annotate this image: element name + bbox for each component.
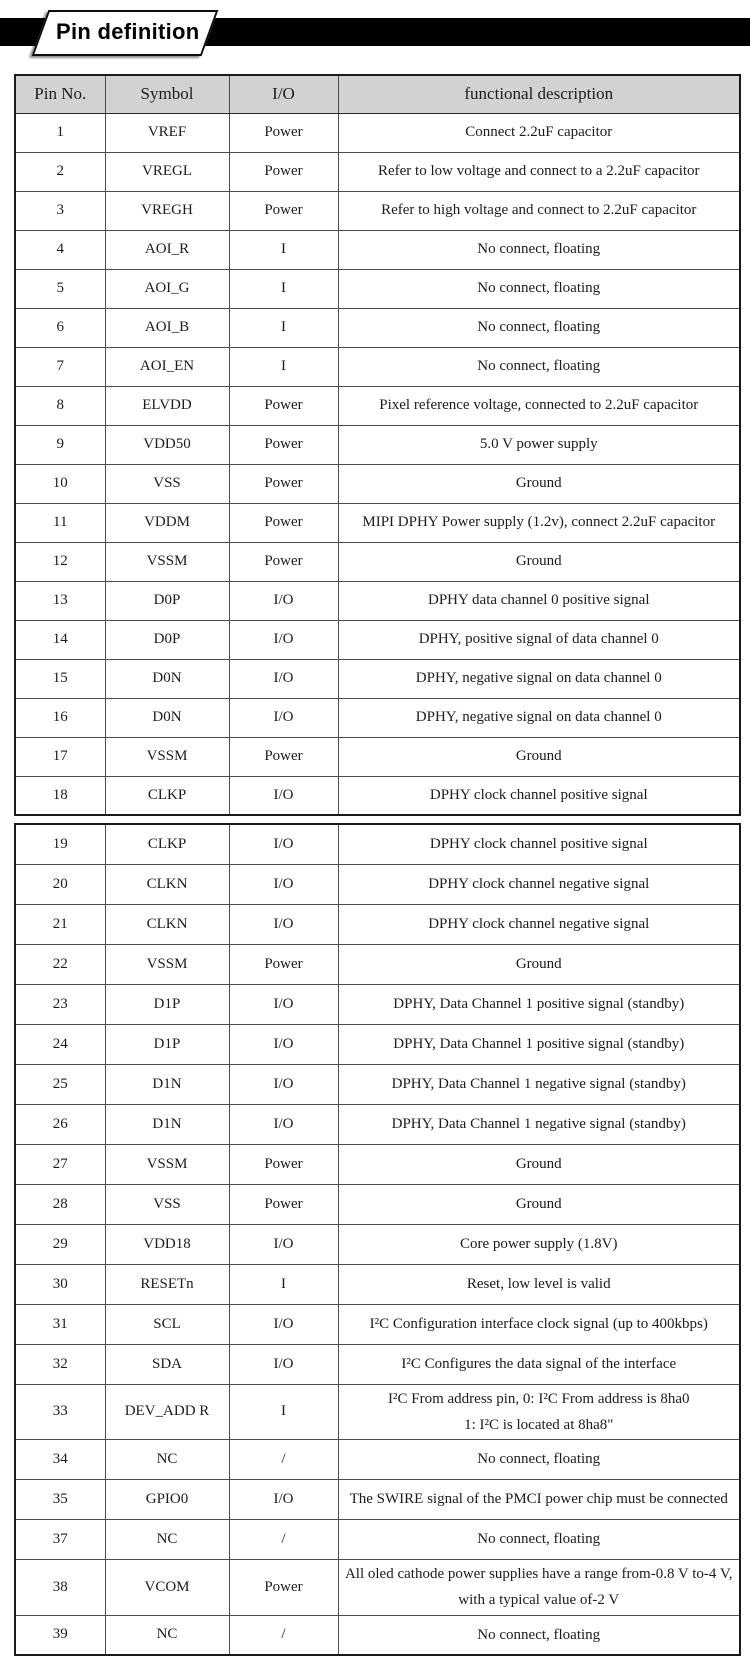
pin-cell: 6 <box>15 308 105 347</box>
symbol-cell: RESETn <box>105 1264 229 1304</box>
table-row <box>15 581 740 620</box>
table-row <box>15 1264 740 1304</box>
io-cell: I/O <box>229 864 338 904</box>
pin-cell: 22 <box>15 944 105 984</box>
io-cell: / <box>229 1615 338 1655</box>
pin-cell: 3 <box>15 191 105 230</box>
pin-cell: 17 <box>15 737 105 776</box>
desc-cell <box>338 1384 740 1440</box>
symbol-cell: ELVDD <box>105 386 229 425</box>
description-line: Refer to low voltage and connect to a 2.2uF capacitor <box>377 163 700 180</box>
desc-cell <box>338 113 740 152</box>
symbol-cell: D1P <box>105 1024 229 1064</box>
description-line: DPHY, positive signal of data channel 0 <box>418 631 659 648</box>
desc-cell <box>338 737 740 776</box>
description-line: DPHY data channel 0 positive signal <box>428 592 650 609</box>
desc-cell <box>338 824 740 864</box>
desc-cell <box>338 191 740 230</box>
symbol-cell: AOI_EN <box>105 347 229 386</box>
symbol-cell: D1P <box>105 984 229 1024</box>
symbol-cell: SCL <box>105 1304 229 1344</box>
desc-cell <box>338 776 740 815</box>
symbol-cell: VSSM <box>105 542 229 581</box>
io-cell: I/O <box>229 1024 338 1064</box>
desc-cell <box>338 620 740 659</box>
symbol-cell: GPIO0 <box>105 1480 229 1520</box>
description-line: MIPI DPHY Power supply (1.2v), connect 2.2uF capacitor <box>362 514 716 531</box>
description-line: Pixel reference voltage, connected to 2.2uF capacitor <box>379 397 699 414</box>
description-line: Refer to high voltage and connect to 2.2uF capacitor <box>381 202 697 219</box>
desc-cell <box>338 1144 740 1184</box>
description-line: DPHY, Data Channel 1 positive signal (standby) <box>393 1035 685 1052</box>
table-row <box>15 698 740 737</box>
desc-cell <box>338 1024 740 1064</box>
symbol-cell: VDD18 <box>105 1224 229 1264</box>
io-cell: I <box>229 347 338 386</box>
header-symbol: Symbol <box>105 75 229 113</box>
symbol-cell: D0N <box>105 698 229 737</box>
symbol-cell: NC <box>105 1440 229 1480</box>
table-row <box>15 1144 740 1184</box>
io-cell: I/O <box>229 776 338 815</box>
pin-cell: 7 <box>15 347 105 386</box>
io-cell: I <box>229 230 338 269</box>
desc-cell <box>338 581 740 620</box>
desc-cell <box>338 698 740 737</box>
description-line: DPHY, Data Channel 1 positive signal (standby) <box>393 995 685 1012</box>
desc-cell <box>338 1104 740 1144</box>
pin-cell: 32 <box>15 1344 105 1384</box>
pin-cell: 29 <box>15 1224 105 1264</box>
section-title: Pin definition <box>56 19 200 44</box>
pin-table-segment-1 <box>14 74 741 816</box>
description-line: No connect, floating <box>477 241 601 258</box>
desc-cell <box>338 386 740 425</box>
description-line: Core power supply (1.8V) <box>460 1235 618 1252</box>
description-line: No connect, floating <box>477 280 601 297</box>
desc-cell <box>338 984 740 1024</box>
symbol-cell: NC <box>105 1520 229 1560</box>
description-line: DPHY clock channel positive signal <box>429 836 648 853</box>
io-cell: I/O <box>229 659 338 698</box>
table-row <box>15 864 740 904</box>
table-row <box>15 1384 740 1440</box>
description-line: DPHY clock channel negative signal <box>428 915 650 932</box>
symbol-cell: VDD50 <box>105 425 229 464</box>
description-line: Ground <box>515 553 562 570</box>
symbol-cell: VDDM <box>105 503 229 542</box>
io-cell: Power <box>229 191 338 230</box>
symbol-cell: DEV_ADD R <box>105 1384 229 1440</box>
description-line: All oled cathode power supplies have a range from-0.8 V to-4 V, <box>344 1566 733 1582</box>
pin-cell: 19 <box>15 824 105 864</box>
desc-cell <box>338 944 740 984</box>
symbol-cell: D1N <box>105 1064 229 1104</box>
symbol-cell: VREGH <box>105 191 229 230</box>
table-row <box>15 386 740 425</box>
table-row <box>15 824 740 864</box>
desc-cell <box>338 864 740 904</box>
desc-cell <box>338 1264 740 1304</box>
io-cell: I <box>229 269 338 308</box>
description-line: Ground <box>515 748 562 765</box>
pin-cell: 27 <box>15 1144 105 1184</box>
pin-cell: 33 <box>15 1384 105 1440</box>
io-cell: I <box>229 1264 338 1304</box>
desc-cell <box>338 542 740 581</box>
symbol-cell: VSSM <box>105 737 229 776</box>
description-line: I²C Configures the data signal of the interface <box>401 1355 677 1372</box>
table-row <box>15 308 740 347</box>
desc-cell <box>338 269 740 308</box>
symbol-cell: AOI_R <box>105 230 229 269</box>
table-row <box>15 1224 740 1264</box>
table-row <box>15 944 740 984</box>
pin-cell: 14 <box>15 620 105 659</box>
symbol-cell: VSS <box>105 1184 229 1224</box>
pin-cell: 1 <box>15 113 105 152</box>
desc-cell <box>338 1615 740 1655</box>
pin-cell: 26 <box>15 1104 105 1144</box>
pin-cell: 35 <box>15 1480 105 1520</box>
io-cell: I/O <box>229 581 338 620</box>
io-cell: / <box>229 1440 338 1480</box>
desc-cell <box>338 1304 740 1344</box>
description-line: DPHY, negative signal on data channel 0 <box>415 709 662 726</box>
pin-cell: 13 <box>15 581 105 620</box>
desc-cell <box>338 1440 740 1480</box>
io-cell: I/O <box>229 984 338 1024</box>
symbol-cell: VSSM <box>105 944 229 984</box>
pin-cell: 5 <box>15 269 105 308</box>
io-cell: I/O <box>229 698 338 737</box>
table-header-row <box>15 75 740 113</box>
pin-cell: 21 <box>15 904 105 944</box>
description-line: DPHY, Data Channel 1 negative signal (standby) <box>391 1115 686 1132</box>
symbol-cell: VREGL <box>105 152 229 191</box>
table-row <box>15 1480 740 1520</box>
table-row <box>15 904 740 944</box>
io-cell: Power <box>229 542 338 581</box>
desc-cell <box>338 1224 740 1264</box>
description-line: No connect, floating <box>477 1626 601 1643</box>
io-cell: Power <box>229 503 338 542</box>
io-cell: Power <box>229 1560 338 1616</box>
header-pin-no: Pin No. <box>15 75 105 113</box>
pin-cell: 11 <box>15 503 105 542</box>
pin-cell: 15 <box>15 659 105 698</box>
pin-cell: 4 <box>15 230 105 269</box>
io-cell: Power <box>229 737 338 776</box>
io-cell: Power <box>229 113 338 152</box>
io-cell: I/O <box>229 1224 338 1264</box>
pin-definition-table <box>14 74 739 1656</box>
table-row <box>15 659 740 698</box>
table-row <box>15 620 740 659</box>
description-line: DPHY, Data Channel 1 negative signal (standby) <box>391 1075 686 1092</box>
table-row <box>15 230 740 269</box>
description-line: with a typical value of-2 V <box>458 1592 620 1609</box>
pin-cell: 37 <box>15 1520 105 1560</box>
description-line: I²C Configuration interface clock signal (up to 400kbps) <box>369 1315 708 1332</box>
description-line: 5.0 V power supply <box>479 436 598 453</box>
pin-table-segment-2 <box>14 823 741 1656</box>
pin-cell: 9 <box>15 425 105 464</box>
description-line: Connect 2.2uF capacitor <box>465 124 613 141</box>
desc-cell <box>338 425 740 464</box>
table-row <box>15 1344 740 1384</box>
io-cell: Power <box>229 464 338 503</box>
io-cell: Power <box>229 152 338 191</box>
desc-cell <box>338 1520 740 1560</box>
desc-cell <box>338 1064 740 1104</box>
description-line: The SWIRE signal of the PMCI power chip must be connected <box>349 1491 728 1508</box>
table-row <box>15 776 740 815</box>
description-line: No connect, floating <box>477 358 601 375</box>
description-line: DPHY clock channel negative signal <box>428 875 650 892</box>
pin-cell: 10 <box>15 464 105 503</box>
description-line: Ground <box>515 475 562 492</box>
symbol-cell: D0P <box>105 620 229 659</box>
description-line: Ground <box>515 1195 562 1212</box>
table-row <box>15 542 740 581</box>
pin-cell: 31 <box>15 1304 105 1344</box>
io-cell: I/O <box>229 1344 338 1384</box>
pin-cell: 18 <box>15 776 105 815</box>
symbol-cell: NC <box>105 1615 229 1655</box>
io-cell: I/O <box>229 1104 338 1144</box>
io-cell: Power <box>229 1144 338 1184</box>
desc-cell <box>338 152 740 191</box>
desc-cell <box>338 1184 740 1224</box>
desc-cell <box>338 1560 740 1616</box>
table-row <box>15 347 740 386</box>
pin-cell: 25 <box>15 1064 105 1104</box>
table-row <box>15 152 740 191</box>
io-cell: Power <box>229 386 338 425</box>
pin-cell: 12 <box>15 542 105 581</box>
pin-cell: 30 <box>15 1264 105 1304</box>
desc-cell <box>338 308 740 347</box>
desc-cell <box>338 230 740 269</box>
io-cell: I/O <box>229 1304 338 1344</box>
description-line: I²C From address pin, 0: I²C From address is 8ha0 <box>388 1390 690 1407</box>
table-row <box>15 1440 740 1480</box>
io-cell: / <box>229 1520 338 1560</box>
table-row <box>15 269 740 308</box>
io-cell: Power <box>229 944 338 984</box>
desc-cell <box>338 1480 740 1520</box>
table-row <box>15 1104 740 1144</box>
description-line: Reset, low level is valid <box>466 1275 611 1292</box>
symbol-cell: D0P <box>105 581 229 620</box>
header-functional-description: functional description <box>338 75 740 113</box>
table-row <box>15 984 740 1024</box>
symbol-cell: VREF <box>105 113 229 152</box>
desc-cell <box>338 904 740 944</box>
symbol-cell: AOI_G <box>105 269 229 308</box>
table-row <box>15 1615 740 1655</box>
io-cell: I <box>229 308 338 347</box>
table-row <box>15 464 740 503</box>
symbol-cell: D1N <box>105 1104 229 1144</box>
symbol-cell: CLKN <box>105 864 229 904</box>
description-line: 1: I²C is located at 8ha8" <box>464 1416 614 1433</box>
pin-cell: 20 <box>15 864 105 904</box>
desc-cell <box>338 347 740 386</box>
pin-cell: 39 <box>15 1615 105 1655</box>
symbol-cell: D0N <box>105 659 229 698</box>
table-row <box>15 503 740 542</box>
table-row <box>15 1024 740 1064</box>
pin-cell: 8 <box>15 386 105 425</box>
pin-cell: 28 <box>15 1184 105 1224</box>
symbol-cell: VSS <box>105 464 229 503</box>
symbol-cell: CLKP <box>105 776 229 815</box>
description-line: Ground <box>515 1155 562 1172</box>
table-row <box>15 1184 740 1224</box>
io-cell: I/O <box>229 824 338 864</box>
io-cell: Power <box>229 1184 338 1224</box>
pin-cell: 38 <box>15 1560 105 1616</box>
pin-cell: 24 <box>15 1024 105 1064</box>
io-cell: I/O <box>229 904 338 944</box>
desc-cell <box>338 659 740 698</box>
description-line: No connect, floating <box>477 1451 601 1468</box>
table-row <box>15 113 740 152</box>
io-cell: Power <box>229 425 338 464</box>
pin-cell: 34 <box>15 1440 105 1480</box>
table-row <box>15 1304 740 1344</box>
io-cell: I/O <box>229 1064 338 1104</box>
table-row <box>15 191 740 230</box>
io-cell: I/O <box>229 620 338 659</box>
header-io: I/O <box>229 75 338 113</box>
description-line: No connect, floating <box>477 319 601 336</box>
symbol-cell: CLKP <box>105 824 229 864</box>
pin-cell: 2 <box>15 152 105 191</box>
description-line: No connect, floating <box>477 1531 601 1548</box>
pin-cell: 23 <box>15 984 105 1024</box>
description-line: Ground <box>515 955 562 972</box>
desc-cell <box>338 464 740 503</box>
io-cell: I <box>229 1384 338 1440</box>
table-row <box>15 425 740 464</box>
io-cell: I/O <box>229 1480 338 1520</box>
symbol-cell: CLKN <box>105 904 229 944</box>
table-row <box>15 1520 740 1560</box>
table-row <box>15 737 740 776</box>
table-row <box>15 1064 740 1104</box>
desc-cell <box>338 1344 740 1384</box>
desc-cell <box>338 503 740 542</box>
table-row <box>15 1560 740 1616</box>
symbol-cell: AOI_B <box>105 308 229 347</box>
symbol-cell: VCOM <box>105 1560 229 1616</box>
pin-cell: 16 <box>15 698 105 737</box>
description-line: DPHY, negative signal on data channel 0 <box>415 670 662 687</box>
symbol-cell: VSSM <box>105 1144 229 1184</box>
description-line: DPHY clock channel positive signal <box>429 787 648 804</box>
symbol-cell: SDA <box>105 1344 229 1384</box>
